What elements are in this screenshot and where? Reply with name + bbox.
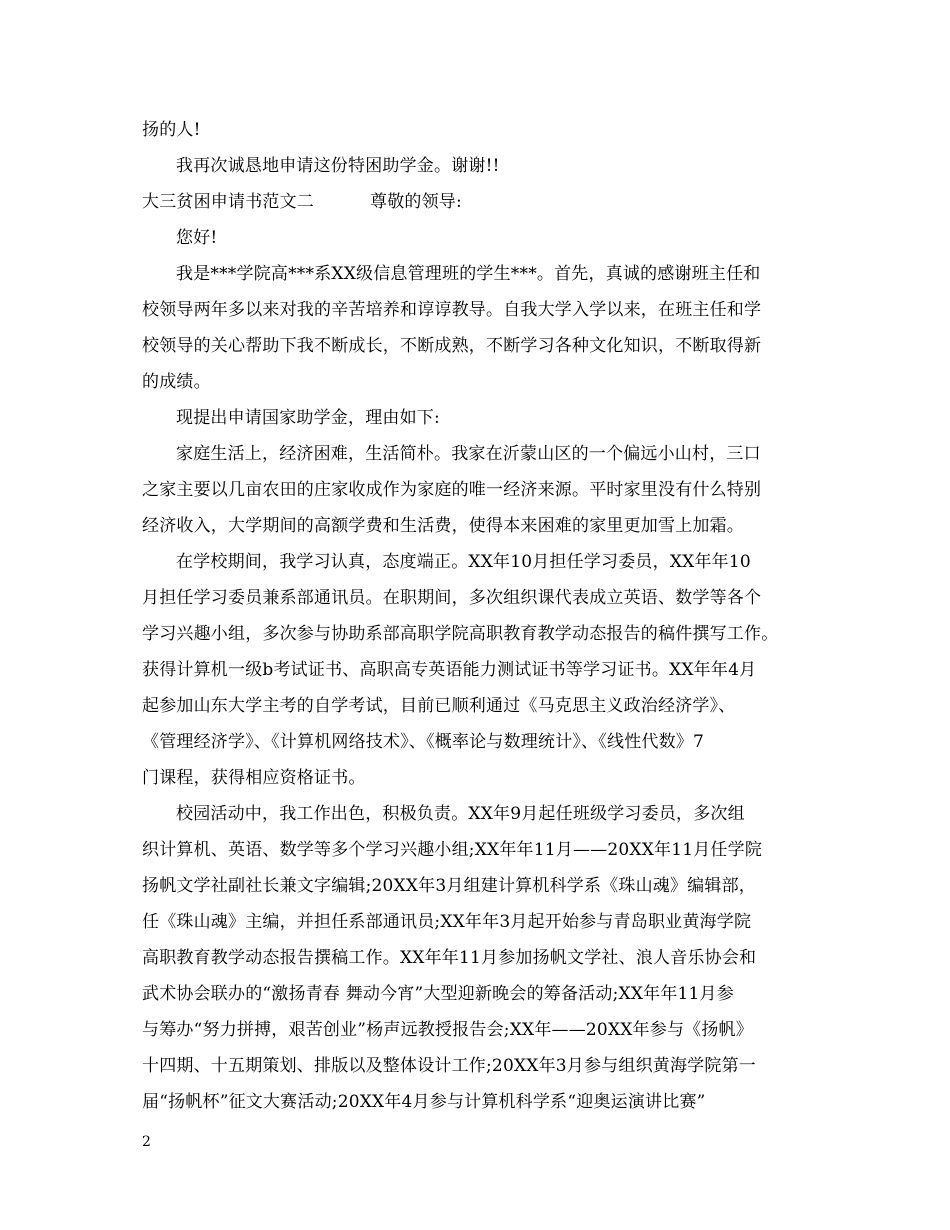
text-line: 学习兴趣小组，多次参与协助系部高职学院高职教育教学动态报告的稿件撰写工作。 xyxy=(142,624,779,644)
text-line: 《管理经济学》、《计算机网络技术》、《概率论与数理统计》、《线性代数》7 xyxy=(142,732,705,752)
text-line: 获得计算机一级b考试证书、高职高专英语能力测试证书等学习证书。XX年年4月 xyxy=(142,660,757,680)
text-line: 经济收入，大学期间的高额学费和生活费，使得本来困难的家里更加雪上加霜。 xyxy=(142,516,744,536)
section-heading: 大三贫困申请书范文二 xyxy=(142,192,314,212)
text-line: 校领导两年多以来对我的辛苦培养和谆谆教导。自我大学入学以来，在班主任和学 xyxy=(142,300,762,320)
text-line: 门课程，获得相应资格证书。 xyxy=(142,768,366,788)
text-line: 扬的人! xyxy=(142,120,201,140)
text-line: 校领导的关心帮助下我不断成长，不断成熟，不断学习各种文化知识，不断取得新 xyxy=(142,336,762,356)
text-line: 高职教育教学动态报告撰稿工作。XX年年11月参加扬帆文学社、浪人音乐协会和 xyxy=(142,948,757,968)
text-line: 在学校期间，我学习认真，态度端正。XX年10月担任学习委员，XX年年10 xyxy=(176,552,751,572)
greeting: 您好! xyxy=(176,228,218,248)
text-line: 我再次诚恳地申请这份特困助学金。谢谢!! xyxy=(176,156,500,176)
text-line: 扬帆文学社副社长兼文字编辑;20XX年3月组建计算机科学系《珠山魂》编辑部， xyxy=(142,876,756,896)
text-line: 任《珠山魂》主编，并担任系部通讯员;XX年年3月起开始参与青岛职业黄海学院 xyxy=(142,912,752,932)
text-line: 之家主要以几亩农田的庄家收成作为家庭的唯一经济来源。平时家里没有什么特别 xyxy=(142,480,762,500)
text-line: 我是***学院高***系XX级信息管理班的学生***。首先，真诚的感谢班主任和 xyxy=(176,264,761,284)
text-line: 校园活动中，我工作出色，积极负责。XX年9月起任班级学习委员，多次组 xyxy=(176,804,745,824)
text-line: 现提出申请国家助学金，理由如下: xyxy=(176,408,440,428)
text-line: 家庭生活上，经济困难，生活简朴。我家在沂蒙山区的一个偏远小山村，三口 xyxy=(176,444,761,464)
text-line: 起参加山东大学主考的自学考试，目前已顺利通过《马克思主义政治经济学》、 xyxy=(142,696,736,716)
text-line: 与筹办“努力拼搏，艰苦创业”杨声远教授报告会;XX年——20XX年参与《扬帆》 xyxy=(142,1020,753,1040)
body-text xyxy=(142,112,822,1120)
text-line: 十四期、十五期策划、排版以及整体设计工作;20XX年3月参与组织黄海学院第一 xyxy=(142,1056,756,1076)
salutation: 尊敬的领导: xyxy=(370,192,462,212)
section-heading-line xyxy=(142,184,822,220)
text-line: 武术协会联办的“激扬青春 舞动今宵”大型迎新晚会的筹备活动;XX年年11月参 xyxy=(142,984,734,1004)
text-line: 届“扬帆杯”征文大赛活动;20XX年4月参与计算机科学系“迎奥运演讲比赛” xyxy=(142,1092,706,1112)
text-line: 月担任学习委员兼系部通讯员。在职期间，多次组织课代表成立英语、数学等各个 xyxy=(142,588,762,608)
text-line: 织计算机、英语、数学等多个学习兴趣小组;XX年年11月——20XX年11月任学院 xyxy=(142,840,763,860)
page-number: 2 xyxy=(142,1134,151,1150)
text-line: 的成绩。 xyxy=(142,372,211,392)
